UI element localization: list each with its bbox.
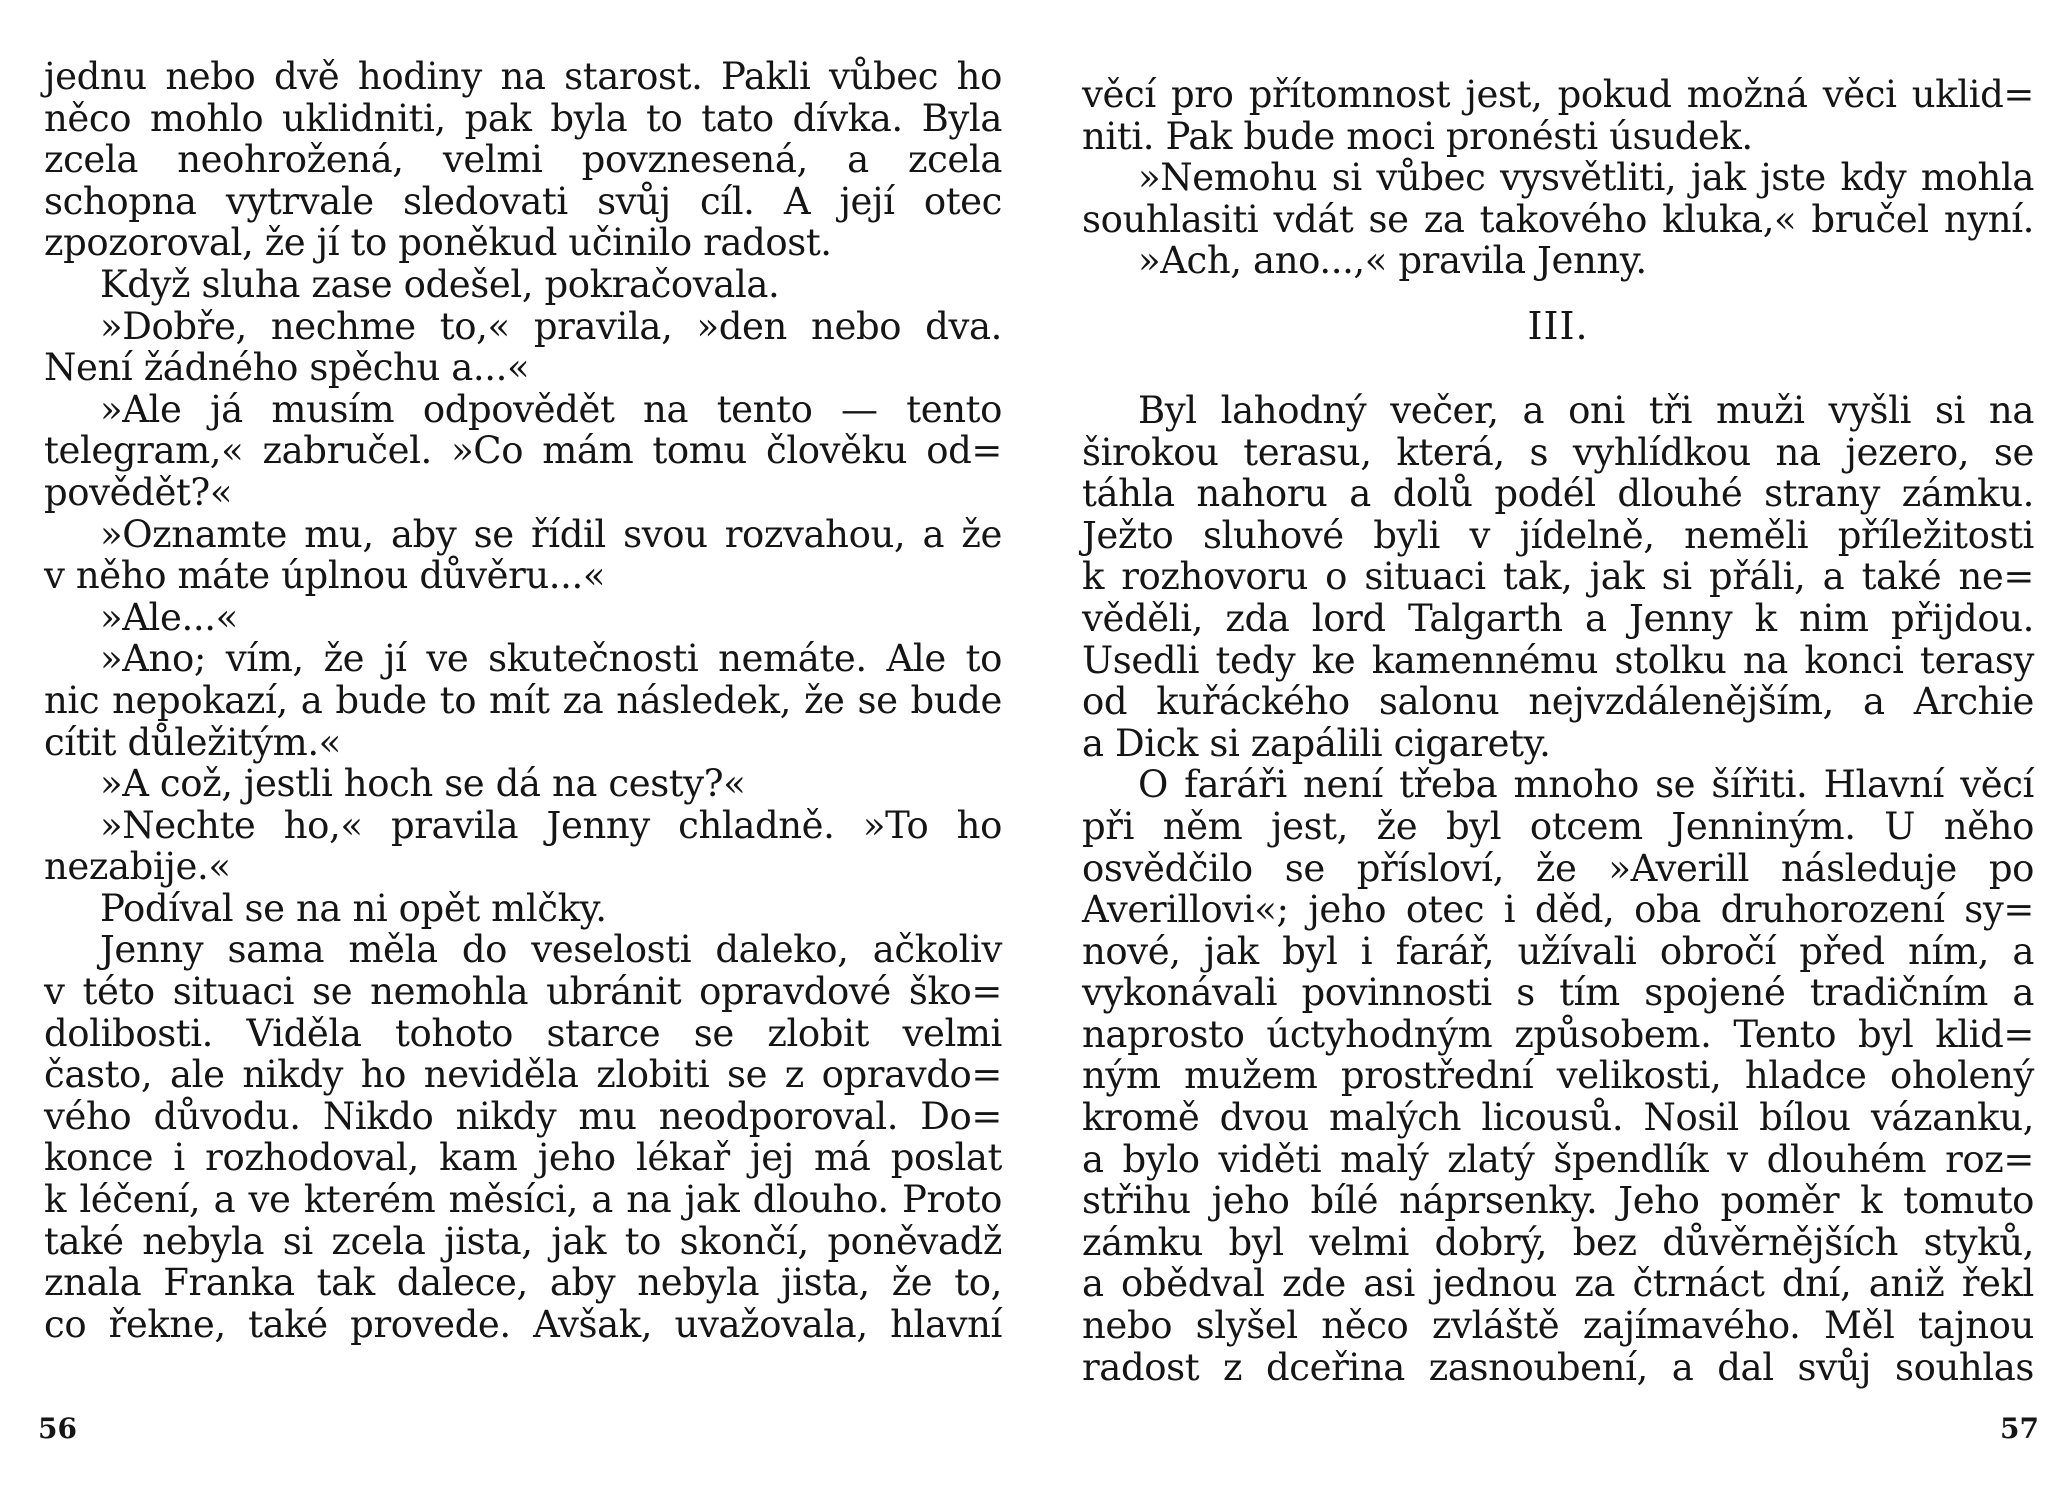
left-page-text	[44, 56, 1002, 1345]
text-line: nebo slyšel něco zvláště zajímavého. Měl tajnou	[1082, 1304, 2034, 1348]
text-line: znala Franka tak dalece, aby nebyla jista, že to,	[44, 1261, 1002, 1305]
text-line: Usedli tedy ke kamennému stolku na konci terasy	[1082, 638, 2034, 682]
text-line: zpozoroval, že jí to poněkud učinilo radost.	[44, 221, 832, 265]
text-line: Byl lahodný večer, a oni tři muži vyšli si na	[1138, 388, 2034, 432]
text-line: naprosto úctyhodným způsobem. Tento byl klid=	[1082, 1012, 2034, 1056]
text-line: »A což, jestli hoch se dá na cesty?«	[100, 762, 746, 806]
text-line: cítit důležitým.«	[44, 720, 341, 764]
text-line: souhlasiti vdát se za takového kluka,« bručel nyní.	[1082, 197, 2034, 241]
text-line: při něm jest, že byl otcem Jenniným. U něho	[1082, 804, 2034, 848]
text-line: vého důvodu. Nikdo nikdy mu neodporoval. Do=	[44, 1094, 1002, 1138]
text-line: »Nemohu si vůbec vysvětliti, jak jste kdy mohla	[1138, 156, 2034, 200]
text-line: nic nepokazí, a bude to mít za následek, že se bude	[44, 678, 1002, 722]
text-line: a obědval zde asi jednou za čtrnáct dní, aniž řekl	[1082, 1262, 2034, 1306]
right-page-text	[1082, 74, 2034, 1388]
text-line: a bylo viděti malý zlatý špendlík v dlouhém roz=	[1082, 1137, 2034, 1181]
text-line: povědět?«	[44, 470, 233, 514]
text-line: O faráři není třeba mnoho se šířiti. Hlavní věcí	[1138, 763, 2034, 807]
text-line: k rozhovoru o situaci tak, jak si přáli, a také ne=	[1082, 555, 2034, 599]
text-line: zcela neohrožená, velmi povznesená, a zcela	[44, 138, 1002, 182]
text-line: v této situaci se nemohla ubránit opravdové ško=	[44, 970, 1002, 1014]
right-page-number: 57	[2000, 1412, 2039, 1445]
text-line: »Ale já musím odpovědět na tento — tento	[100, 387, 1002, 431]
text-line: a Dick si zapálili cigarety.	[1082, 721, 1551, 765]
text-line: zámku byl velmi dobrý, bez důvěrnějších styků,	[1082, 1220, 2034, 1264]
text-line: Jenny sama měla do veselosti daleko, ačkoliv	[100, 928, 1002, 972]
text-line: něco mohlo uklidniti, pak byla to tato dívka. Byla	[44, 96, 1002, 140]
right-page-text-before-heading	[1082, 74, 2034, 282]
right-page	[1036, 0, 2072, 1500]
text-line: nezabije.«	[44, 845, 231, 889]
chapter-heading: III.	[1527, 303, 1589, 348]
text-line: co řekne, také provede. Avšak, uvažovala, hlavní	[44, 1302, 1002, 1346]
text-line: ným mužem prostřední velikosti, hladce oholený	[1082, 1054, 2034, 1098]
text-line: konce i rozhodoval, kam jeho lékař jej má poslat	[44, 1136, 1002, 1180]
text-line: »Ano; vím, že jí ve skutečnosti nemáte. Ale to	[100, 637, 1002, 681]
text-line: Averillovi«; jeho otec i děd, oba druhorození sy=	[1082, 888, 2034, 932]
text-line: v něho máte úplnou důvěru...«	[44, 554, 606, 598]
text-line: vykonávali povinnosti s tím spojené tradičním a	[1082, 971, 2034, 1015]
text-line: »Ach, ano...,« pravila Jenny.	[1138, 239, 1647, 283]
left-page-number: 56	[38, 1412, 77, 1445]
text-line: »Dobře, nechme to,« pravila, »den nebo dva.	[100, 304, 1002, 348]
text-line: kromě dvou malých licousů. Nosil bílou vázanku,	[1082, 1096, 2034, 1140]
text-line: táhla nahoru a dolů podél dlouhé strany zámku.	[1082, 472, 2034, 516]
text-line: telegram,« zabručel. »Co mám tomu člověku od=	[44, 429, 1002, 473]
text-line: také nebyla si zcela jista, jak to skončí, poněvadž	[44, 1219, 1002, 1263]
text-line: osvědčilo se přísloví, že »Averill následuje po	[1082, 846, 2034, 890]
text-line: Když sluha zase odešel, pokračovala.	[100, 262, 780, 306]
text-line: jednu nebo dvě hodiny na starost. Pakli vůbec ho	[44, 55, 1002, 98]
text-line: nové, jak byl i farář, užívali obročí před ním, a	[1082, 929, 2034, 973]
text-line: věcí pro přítomnost jest, pokud možná věci uklid=	[1082, 73, 2034, 116]
text-line: »Nechte ho,« pravila Jenny chladně. »To ho	[100, 803, 1002, 847]
text-line: Ježto sluhové byli v jídelně, neměli příležitosti	[1082, 513, 2034, 557]
text-line: širokou terasu, která, s vyhlídkou na jezero, se	[1082, 430, 2034, 474]
text-line: Podíval se na ni opět mlčky.	[100, 886, 607, 930]
text-line: radost z dceřina zasnoubení, a dal svůj souhlas	[1082, 1345, 2034, 1389]
text-line: schopna vytrvale sledovati svůj cíl. A její otec	[44, 179, 1002, 223]
text-line: »Oznamte mu, aby se řídil svou rozvahou, a že	[100, 512, 1002, 556]
text-line: k léčení, a ve kterém měsíci, a na jak dlouho. Proto	[44, 1178, 1002, 1222]
text-line: Není žádného spěchu a...«	[44, 346, 530, 390]
text-line: střihu jeho bílé náprsenky. Jeho poměr k tomuto	[1082, 1179, 2034, 1223]
text-line: dolibosti. Viděla tohoto starce se zlobit velmi	[44, 1011, 1002, 1055]
text-line: »Ale...«	[100, 595, 238, 639]
text-line: niti. Pak bude moci pronésti úsudek.	[1082, 114, 1753, 158]
text-line: od kuřáckého salonu nejvzdálenějším, a Archie	[1082, 680, 2034, 724]
right-page-text-after-heading	[1082, 390, 2034, 1388]
text-line: často, ale nikdy ho neviděla zlobiti se z opravdo=	[44, 1053, 1002, 1097]
text-line: věděli, zda lord Talgarth a Jenny k nim přijdou.	[1082, 596, 2034, 640]
